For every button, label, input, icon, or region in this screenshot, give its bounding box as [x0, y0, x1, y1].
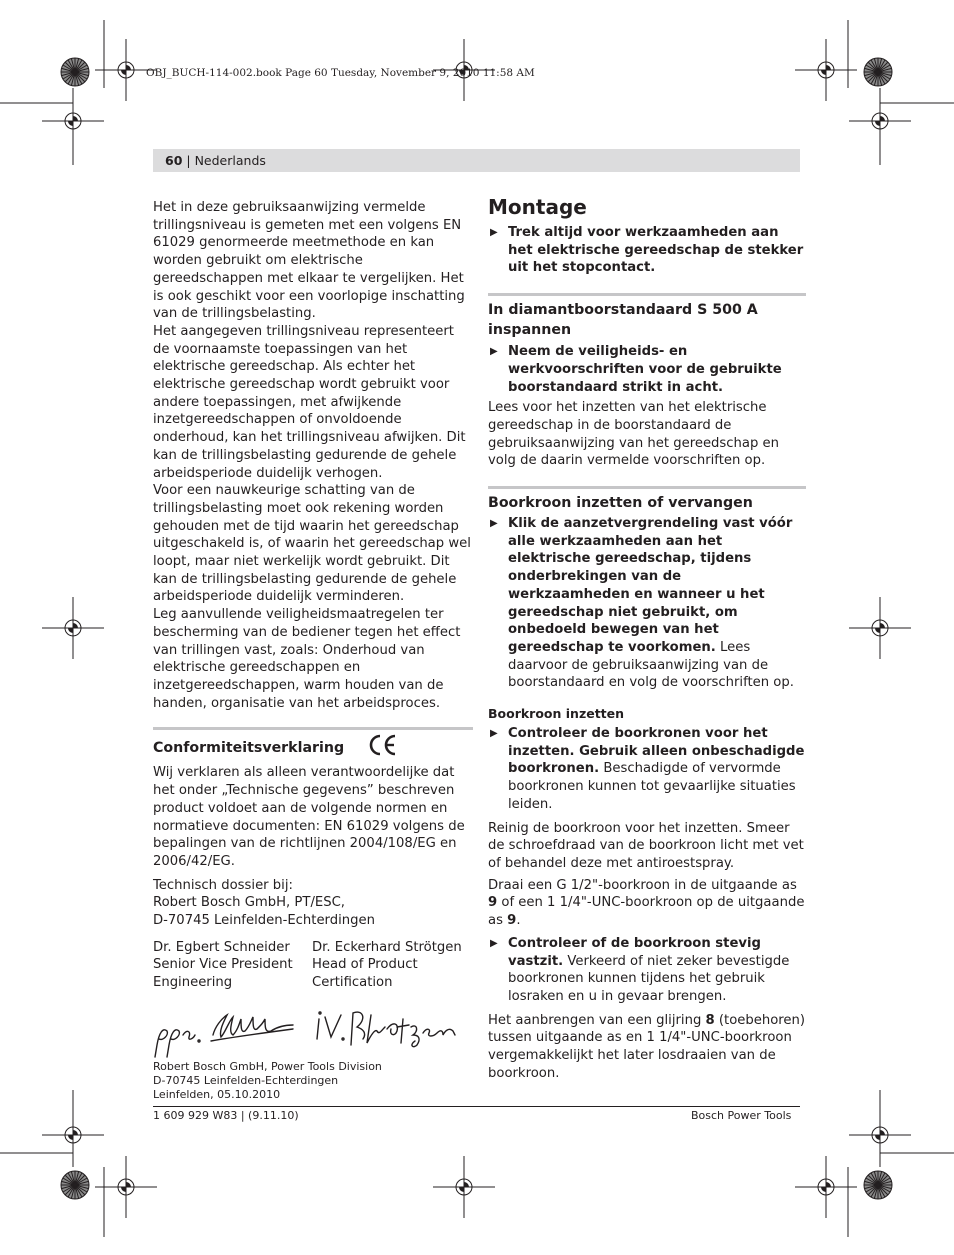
intro-warning-bullet: [488, 224, 806, 277]
section-1-bullet-text: Neem de veiligheids- en werkvoorschriften voor de gebruikte boorstandaard strikt in acht.: [508, 344, 782, 395]
starburst-mark-icon: [864, 1171, 892, 1199]
intro-warning-text: Trek altijd voor werkzaamheden aan het elektrische gereedschap de stekker uit het stopcontact.: [508, 225, 804, 276]
company-line-3: Leinfelden, 05.10.2010: [153, 1087, 281, 1101]
signer-1-title-1: Senior Vice President: [153, 957, 293, 973]
section-2-bullet-2-normal: Beschadigde of vervormde boorkronen kunnen tot gevaarlijke situaties leiden.: [508, 761, 796, 812]
vibration-paragraph-1: Het in deze gebruiksaanwijzing vermelde trillingsniveau is gemeten met een volgens EN 61029 genormeerde meetmethode en kan worden gebruikt om elektrische gereedschappen met elkaar te vergelijken. Het is ook geschikt voor een voorlopige inschatting van de trillingsbelasting.: [153, 200, 465, 322]
signer-2-name: Dr. Eckerhard Strötgen: [312, 939, 462, 955]
section-1-heading: In diamantboorstandaard S 500 A inspannen: [488, 293, 806, 340]
starburst-mark-icon: [61, 58, 89, 86]
signer-2: [312, 939, 472, 992]
section-2-bullet-1: [488, 515, 806, 692]
company-block: [153, 1060, 473, 1102]
arrow-bullet-icon: ▶: [490, 346, 498, 358]
signatures: [153, 1005, 473, 1061]
registration-target-icon: [849, 1104, 911, 1166]
left-column: [153, 199, 473, 1102]
company-line-2: D-70745 Leinfelden-Echterdingen: [153, 1073, 339, 1087]
para2-part-b: of een 1 1/4"-UNC-boorkroon op de uitgaande as: [488, 895, 805, 929]
signer-1-title-2: Engineering: [153, 975, 233, 991]
section-2-bullet-2: [488, 725, 806, 814]
registration-target-icon: [42, 597, 104, 659]
registration-target-icon: [849, 90, 911, 152]
signer-1: [153, 939, 311, 992]
section-2-bullet-3-normal: Verkeerd of niet zeker bevestigde boorkronen kunnen tijdens het gebruik losraken en u in gevaar brengen.: [508, 953, 790, 1004]
page-number: 60: [165, 153, 183, 168]
arrow-bullet-icon: ▶: [490, 937, 498, 949]
section-1-text: Lees voor het inzetten van het elektrische gereedschap in de boorstandaard de gebruiksaanwijzing van het gereedschap en volg de daarin vermelde voorschriften op.: [488, 400, 780, 469]
header-separator: |: [182, 153, 195, 168]
right-column: [488, 193, 806, 1082]
footer-doc-number: 1 609 929 W83 | (9.11.10): [153, 1109, 299, 1122]
registration-target-icon: [849, 597, 911, 659]
header-language: Nederlands: [194, 153, 266, 168]
section-2-bullet-3: [488, 935, 806, 1006]
section-2-paragraph-1: Reinig de boorkroon voor het inzetten. Smeer de schroefdraad van de boorkroon licht met vet of behandel deze met antiroestspray.: [488, 820, 804, 871]
vibration-paragraph-4: Leg aanvullende veiligheidsmaatregelen ter bescherming van de bediener tegen het effect van trillingen vast, zoals: Onderhoud van elektrische gereedschappen en inzetgereedschappen, warm houden van de handen, organisatie van het arbeidsproces.: [153, 607, 461, 711]
section-2-bullet-1-normal: Lees daarvoor de gebruiksaanwijzing van de boorstandaard en volg de voorschriften op.: [508, 639, 794, 691]
vibration-paragraph-2: Het aangegeven trillingsniveau representeert de voornaamste toepassingen van het elektrische gereedschap. Als echter het elektrische gereedschap wordt gebruikt voor andere toepassingen, met afwijkende inzetgereedschappen of onvoldoende onderhoud, kan het trillingsniveau afwijken. Dit kan de trillingsbelasting gedurende de gehele arbeidsperiode duidelijk verhogen.: [153, 323, 466, 481]
conformity-text: Wij verklaren als alleen verantwoordelijke dat het onder „Technische gegevens” beschreven product voldoet aan de volgende normen en normatieve documenten: EN 61029 volgens de bepalingen van de richtlijnen 2004/108/EG en 2006/42/EG.: [153, 765, 465, 869]
signers: [153, 939, 473, 993]
starburst-mark-icon: [864, 58, 892, 86]
dossier-line-1: Technisch dossier bij:: [153, 877, 293, 893]
company-line-1: Robert Bosch GmbH, Power Tools Division: [153, 1059, 382, 1073]
arrow-bullet-icon: ▶: [490, 227, 498, 238]
conformity-heading: Conformiteitsverklaring: [153, 740, 345, 757]
signature-2: [317, 1012, 455, 1047]
para2-ref-1: 9: [488, 895, 498, 911]
registration-target-icon: [433, 1156, 495, 1218]
para2-part-a: Draai een G 1/2"-boorkroon in de uitgaande as: [488, 877, 797, 893]
section-2-bullet-1-bold: Klik de aanzetvergrendeling vast vóór alle werkzaamheden aan het elektrische gereedschap, tijdens onderbrekingen van de werkzaamheden en wanneer u het gereedschap niet gebruikt, om onbedoeld bewegen van het gereedschap te voorkomen.: [508, 516, 793, 655]
signature-1: [155, 1015, 293, 1057]
para3-part-a: Het aanbrengen van een glijring: [488, 1012, 706, 1028]
book-info: OBJ_BUCH-114-002.book Page 60 Tuesday, November 9, 2010 11:58 AM: [146, 67, 535, 79]
page-header: [165, 153, 266, 168]
para3-part-b: (toebehoren) tussen uitgaande as en 1 1/4"-UNC-boorkroon vergemakkelijkt het later losdraaien van de boorkroon.: [488, 1012, 806, 1081]
signer-2-title-2: Certification: [312, 975, 393, 991]
arrow-bullet-icon: ▶: [490, 518, 498, 530]
footer-rule: [153, 1106, 800, 1107]
conformity-heading-block: [153, 727, 473, 762]
dossier-line-2: Robert Bosch GmbH, PT/ESC,: [153, 895, 345, 911]
handwritten-signatures: [153, 1005, 473, 1061]
ce-mark-icon: [367, 734, 397, 762]
section-1-bullet: [488, 343, 806, 396]
section-2-bullet-3-bold: Controleer of de boorkroon stevig vastzit.: [508, 935, 761, 969]
para2-ref-2: 9: [507, 913, 517, 929]
signer-1-name: Dr. Egbert Schneider: [153, 939, 290, 955]
signer-2-title-1: Head of Product: [312, 957, 418, 973]
registration-target-icon: [42, 90, 104, 152]
registration-target-icon: [42, 1104, 104, 1166]
footer-brand: Bosch Power Tools: [691, 1109, 792, 1122]
section-title: Montage: [488, 195, 587, 219]
section-2-heading: Boorkroon inzetten of vervangen: [488, 486, 806, 513]
starburst-mark-icon: [61, 1171, 89, 1199]
para2-part-c: .: [516, 913, 521, 929]
section-2-bullet-2-bold: Controleer de boorkronen voor het inzetten. Gebruik alleen onbeschadigde boorkronen.: [508, 726, 805, 777]
para3-ref: 8: [705, 1012, 715, 1028]
dossier-line-3: D-70745 Leinfelden-Echterdingen: [153, 913, 375, 929]
subheading-boorkroon-inzetten: Boorkroon inzetten: [488, 706, 625, 722]
section-2-paragraph-2: [488, 877, 806, 930]
arrow-bullet-icon: ▶: [490, 728, 498, 740]
section-2-paragraph-3: [488, 1012, 806, 1083]
vibration-paragraph-3: Voor een nauwkeurige schatting van de trillingsbelasting moet ook rekening worden gehouden met de tijd waarin het gereedschap uitgeschakeld is, of waarin het gereedschap wel loopt, maar niet werkelijk wordt gebruikt. Dit kan de trillingsbelasting gedurende de gehele arbeidsperiode duidelijk verminderen.: [153, 483, 471, 605]
crop-marks: [0, 20, 954, 1237]
